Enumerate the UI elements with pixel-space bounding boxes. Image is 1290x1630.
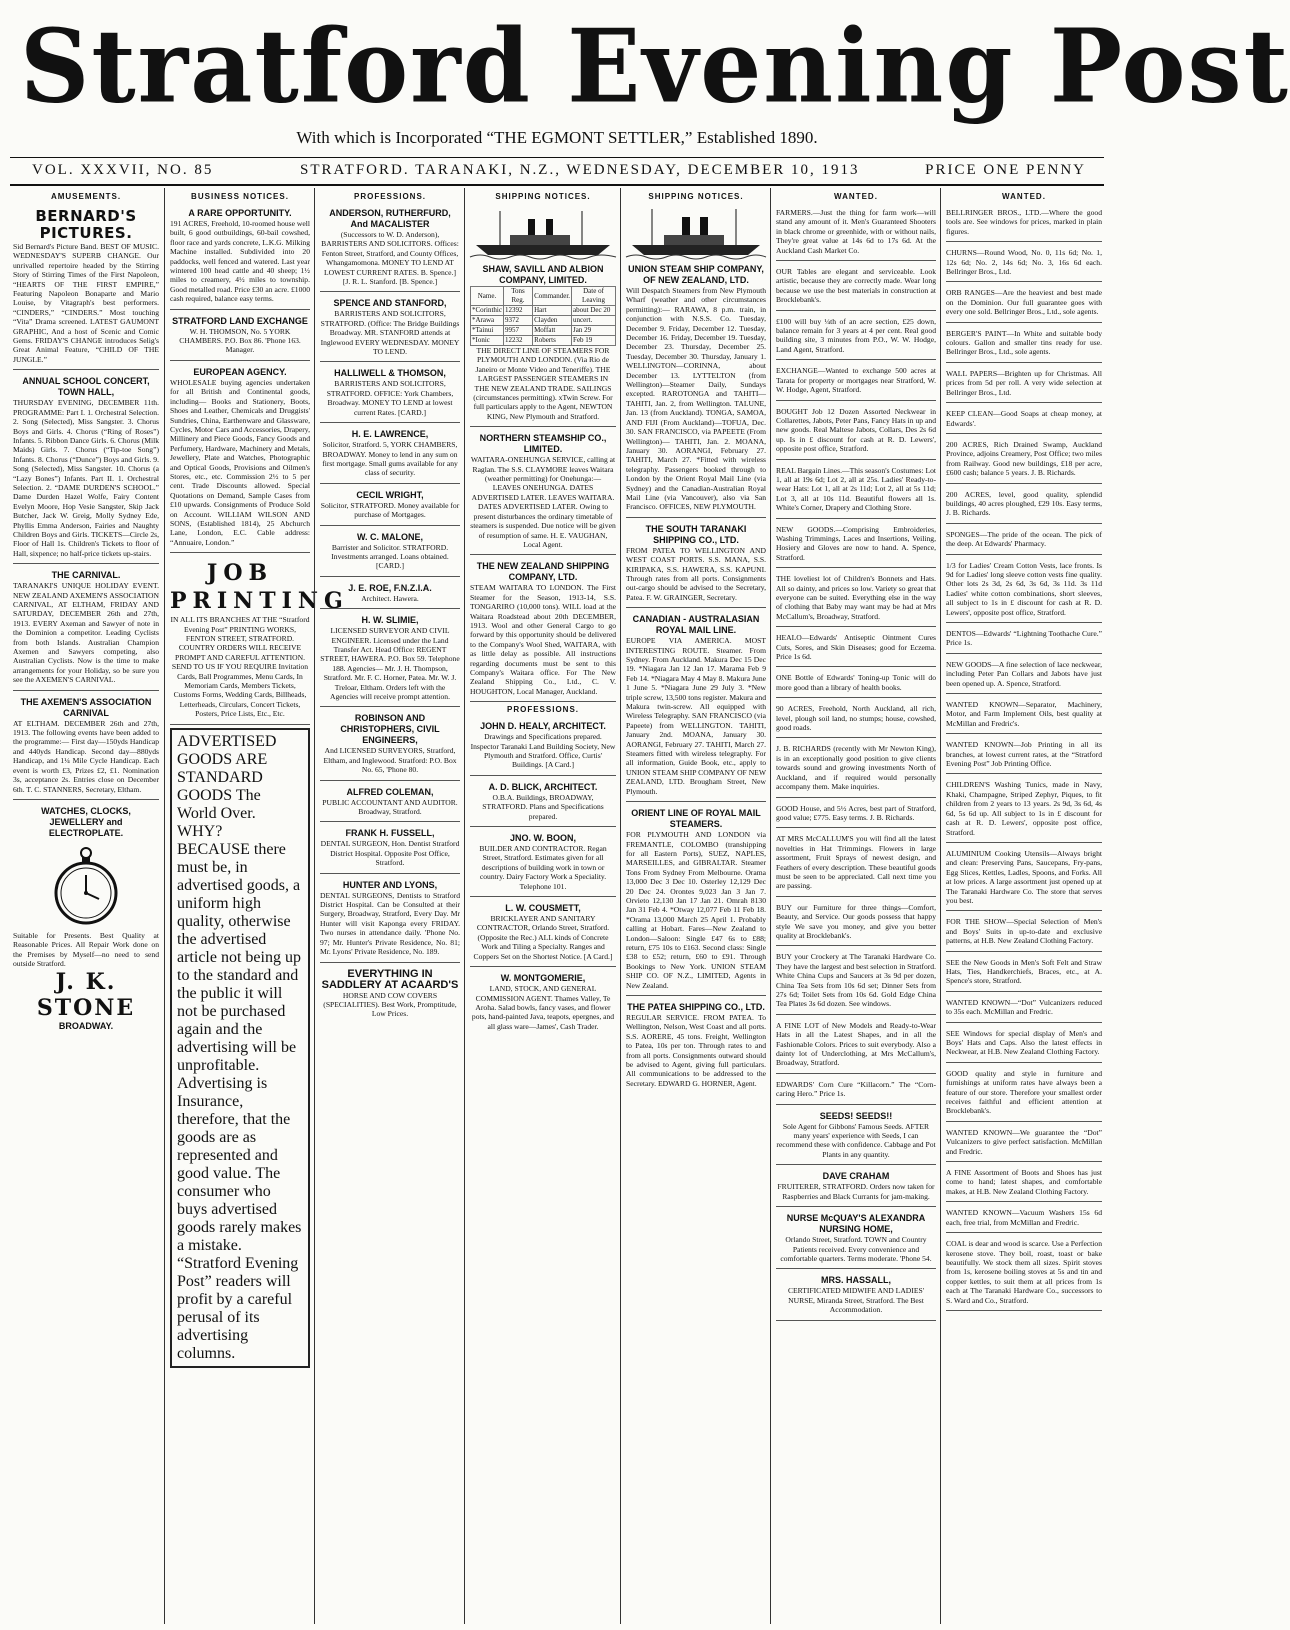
classified-ad bbox=[946, 487, 1102, 524]
ad-body: CERTIFICATED MIDWIFE AND LADIES' NURSE, Miranda Street, Stratford. The Best Accommodation. bbox=[787, 1286, 925, 1315]
ad-body: BARRISTERS AND SOLICITORS, STRATFORD. (Office: The Bridge Buildings Broadway. MR. STANFORD attends at Inglewood EVERY WEDNESDAY. MONEY TO LEND. bbox=[320, 309, 460, 357]
classified-ad bbox=[946, 846, 1102, 911]
ad-body: BUY our Furniture for three things—Comfort, Beauty, and Service. Our goods possess that happy style We save you money, and give you better quality at Brocklebank's. bbox=[776, 902, 936, 940]
ad-canadian-australasian bbox=[626, 611, 766, 802]
ad-body: FARMERS.—Just the thing for farm work—will stand any amount of it. Men's Guaranteed Shooters in black chrome or greenhide, with or without nails, They're great value at 14s 6d to 17s 6d. At the Auckland Cash Market Co. bbox=[776, 208, 936, 255]
dateline bbox=[10, 157, 1104, 186]
ad-heading: L. W. COUSMETT, bbox=[505, 903, 581, 914]
ad-body: CHILDREN'S Washing Tunics, made in Navy, Khaki, Champagne, Striped Zephyr, Piques, to fit children from 2 years to 13 years. 2s 9d, 3s 6d, 4s 6d, 5s 6d up. All subject to 1s in £ discount for cash at R. D. Lewers', opposite post office, Stratford. bbox=[946, 780, 1102, 837]
ad-body: ORB RANGES—Are the heaviest and best made on the Dominion. Our full guarantee goes with every one sold. Bellringer Bros., Ltd., sole agents. bbox=[946, 288, 1102, 317]
column-heading: AMUSEMENTS. bbox=[50, 192, 122, 201]
ad-heading: CANADIAN - AUSTRALASIAN ROYAL MAIL LINE. bbox=[632, 614, 760, 636]
ad-body: BUILDER AND CONTRACTOR. Regan Street, Stratford. Estimates given for all descriptions of building work in town or country. Dairy Factory Work a Speciality. Telephone 101. bbox=[479, 844, 607, 891]
place-and-date: STRATFORD. TARANAKI, N.Z., WEDNESDAY, DECEMBER 10, 1913 bbox=[300, 162, 860, 178]
ad-watches-clocks bbox=[13, 803, 159, 1037]
column-shipping-notices-2 bbox=[620, 188, 771, 1624]
ad-body: THURSDAY EVENING, DECEMBER 11th. PROGRAMME: Part I. 1. Orchestral Selection. 2. Song (Selected), Miss Sangster. 3. Chorus Boys and Girls. 4. Chorus (“Ring of Roses”) Infants. 5. Ribbon Dance Girls. 6. Chorus (Milk Maids) Girls. 7. Chorus (“Tip-toe Song”) Infants. 8. Chorus (“Dunce”) Boys and Girls. 9. Song (Selected), Miss Sangster. 10. Chorus (a “Lazy Bones”) Infants. Part II. 1. Orchestral Selection. 2. “DAME DURDEN'S SCHOOL.” Dame Durden Hazel Wolfe, Fairy Content Evelyn Moore, Hop Vesie Sangster, Skip Jack Butcher, Jack W. Greig, Molly Sydney Ede, Phyllis Emma Anderson, Fairies and Naughty Children Boys and Girls. TICKETS—Circle 2s, Floor of Hall 1s. Children's Tickets to floor of Hall, sixpence; no half-price tickets up-stairs. bbox=[13, 398, 159, 558]
ad-body: DENTAL SURGEON, Hon. Dentist Stratford District Hospital. Opposite Post Office, Stratford. bbox=[320, 839, 460, 868]
column-heading: SHIPPING NOTICES. bbox=[495, 192, 591, 201]
columns bbox=[8, 188, 1106, 1624]
classified-ad bbox=[776, 949, 936, 1014]
ad-body: PUBLIC ACCOUNTANT AND AUDITOR. Broadway, Stratford. bbox=[322, 797, 458, 817]
volume-number: VOL. XXXVII, NO. 85 bbox=[32, 162, 214, 178]
ad-robinson-christophers bbox=[320, 710, 460, 780]
ad-body: EUROPE VIA AMERICA. MOST INTERESTING ROUTE. Steamer. From Sydney. From Auckland. Makura Dec 15 Dec 19. *Niagara Jan 12 Jan 17. Marama Feb 9 Feb 14. *Niagara May 4 May 8. Makura June 1 June 5. *Niagara June 29 July 3. *New triple screw, 13,500 tons register. Makura and Makura twin-screw. All equipped with Wireless Telegraphy. SAN FRANCISCO (via Papeete) from WELLINGTON. TAHITI, January 2nd. MOANA, January 30. AORANGI, February 27. TAHITI, March 27. Steamers fitted with wireless telegraphy. For all information, Guide Book, etc., apply to UNION STEAM SHIP COMPANY OF NEW ZEALAND, LTD. Brougham Street, New Plymouth. bbox=[626, 636, 766, 796]
ad-body: WALL PAPERS—Brighten up for Christmas. All prices from 5d per roll. A very wide selection at Bellringer Bros., Ltd. bbox=[946, 368, 1102, 397]
classified-ad bbox=[776, 463, 936, 519]
ad-body: HEALO—Edwards' Antiseptic Ointment Cures Cuts, Sores, and Skin Diseases; good for Eczema. Price 1s 6d. bbox=[776, 633, 936, 662]
ad-boon bbox=[470, 830, 616, 897]
ad-lawrence bbox=[320, 426, 460, 484]
ad-body: FOR THE SHOW—Special Selection of Men's and Boys' Suits in up-to-date and exclusive patterns, at H.B. New Zealand Clothing Factory. bbox=[946, 917, 1102, 946]
column-heading: WANTED. bbox=[834, 192, 878, 201]
ad-shaw-savill bbox=[470, 261, 616, 427]
ad-body: Barrister and Solicitor. STRATFORD. Investments arranged. Loans obtained. [CARD.] bbox=[331, 542, 449, 571]
ad-body: KEEP CLEAN—Good Soaps at cheap money, at Edwards'. bbox=[946, 409, 1102, 428]
ad-heading: JOB PRINTING bbox=[170, 560, 349, 615]
table-cell: about Dec 20 bbox=[572, 306, 616, 316]
ad-heading: HUNTER AND LYONS, bbox=[342, 879, 438, 890]
classified-ad bbox=[946, 205, 1102, 242]
ad-heading: SHAW, SAVILL AND ALBION COMPANY, LIMITED. bbox=[482, 264, 604, 285]
ad-heading: FRANK H. FUSSELL, bbox=[345, 828, 435, 839]
ad-heading: BERNARD'S PICTURES. bbox=[35, 207, 137, 242]
ad-fussell bbox=[320, 825, 460, 873]
ad-body: 200 ACRES, Rich Drained Swamp, Auckland Province, adjoins Creamery, Post Office; two miles from Railway. Good new buildings, £18 per acre, £600 cash; balance 5 years. J. B. Richards. bbox=[946, 439, 1102, 478]
ad-heading: WATCHES, CLOCKS, JEWELLERY and ELECTROPLATE. bbox=[41, 805, 131, 838]
ad-heading: ROBINSON AND CHRISTOPHERS, CIVIL ENGINEERS, bbox=[340, 713, 440, 746]
ad-body: £100 will buy ¼th of an acre section, £25 down, balance remain for 3 years at 4 per cent. Real good building site, 3 minutes from P.O., W. W. Hodge, Land Agent, Stratford. bbox=[776, 316, 936, 354]
sailings-header: Tons Reg. bbox=[503, 287, 532, 306]
ad-heading: ANDERSON, RUTHERFURD, And MACALISTER bbox=[329, 208, 451, 229]
ad-body: 90 ACRES, Freehold, North Auckland, all rich, level, plough soil land, no stumps; house, cowshed, good roads. bbox=[776, 704, 936, 733]
ad-body: BELLRINGER BROS., LTD.—Where the good tools are. See windows for prices, marked in plain figures. bbox=[946, 208, 1102, 236]
ad-body: LAND, STOCK, AND GENERAL COMMISSION AGENT. Thames Valley, Te Aroha. Salad bowls, fancy vases, and flower pots, hand-painted Java, teapots, epergnes, and all glass ware—James', Cash Trader. bbox=[471, 984, 615, 1031]
ad-heading: THE CARNIVAL. bbox=[51, 570, 121, 581]
classified-ad bbox=[776, 571, 936, 627]
ad-heading: NURSE McQUAY'S ALEXANDRA NURSING HOME, bbox=[786, 1213, 926, 1235]
ad-body: BOUGHT Job 12 Dozen Assorted Neckwear in Collarettes, Jabots, Peter Pans, Fancy Hats in up and new goods. Real Maltese Jabots, Collars, Des 2s 6d up. Is in £ discount for cash at R. D. Lewers', opposite post office, Stratford. bbox=[776, 406, 936, 454]
ad-heading: EVERYTHING IN SADDLERY AT ACAARD'S bbox=[321, 967, 459, 991]
table-row bbox=[471, 326, 616, 336]
ad-body: SEE the New Goods in Men's Soft Felt and Straw Hats, Ties, Handkerchiefs, Braces, etc., at A. Spence's store, Stratford. bbox=[946, 957, 1102, 986]
ad-body: THE loveliest lot of Children's Bonnets and Hats. All so dainty, and prices so low. Variety so great that everyone can be suited. Everything else in the way of clothing that Baby may want may be had at Mrs McCallum's, Broadway, Stratford. bbox=[776, 574, 936, 621]
ad-body: ALUMINIUM Cooking Utensils—Always bright and clean: Preserving Pans, Saucepans, Fry-pans, Egg Slices, Kettles, Ladles, Spoons, and Forks. All at low prices. A large assortment just opened up at The Taranaki Hardware Co. The store that serves you best. bbox=[946, 848, 1102, 905]
classified-ad bbox=[776, 701, 936, 738]
ad-body: REAL Bargain Lines.—This season's Costumes: Lot 1, all at 19s 6d; Lot 2, all at 25s. Ladies' Ready-to-wear Hats: Lot 1, all at 2s 11d; Lot 2, all at 5s 11d; Lot 3, all at 10s 11d. Beautiful flowers all 1s. White's Corner, Drapery and Clothing Store. bbox=[776, 465, 936, 513]
classified-ad bbox=[946, 326, 1102, 363]
ad-body: LICENSED SURVEYOR AND CIVIL ENGINEER. Licensed under the Land Transfer Act. Head Office: REGENT STREET, HAWERA. P.O. Box 59. Telephone 188. Agencies— Mr. J. H. Thompson, Stratford. Mr. F. C. Horner, Patea. Mr. W. J. Treloar, Eltham. Orders left with the Agencies will receive prompt attention. bbox=[320, 626, 460, 701]
ad-malone bbox=[320, 529, 460, 577]
ad-body: STEAM WAITARA TO LONDON. The First Steamer for the Season, 1913-14, S.S. TONGARIRO (10,000 tons). WILL load at the Waitara Roadstead about 20th DECEMBER, 1913. Wool and other General Cargo to go forward by this opportunity should be delivered to the Company's Wool Shed, WAITARA, with as little delay as possible. All instructions regarding documents must be sent to this Company's Waitara office. For The New Zealand Shipping Co., Ltd., C. V. HOUGHTON, Local Manager, Auckland. bbox=[470, 583, 616, 696]
ad-spence-stanford bbox=[320, 295, 460, 362]
ad-heading: NORTHERN STEAMSHIP CO., LIMITED. bbox=[479, 433, 607, 455]
ad-body: COAL is dear and wood is scarce. Use a Perfection kerosene stove. They boil, roast, toast or bake beautifully. We stock them all sizes. Spirit stoves from 1s, kerosene boiling stoves at 5s and tin and copper kettles, to suit them at all prices from 1s each at The Taranaki Hardware Co., successors to S. Ward and Co., Stratford. bbox=[946, 1239, 1102, 1305]
ad-body: BARRISTERS AND SOLICITORS, STRATFORD. OFFICE: York Chambers, Broadway. MONEY TO LEND at lowest current Rates. [CARD.] bbox=[326, 379, 454, 417]
ad-job-printing bbox=[170, 556, 349, 724]
ad-body: THE DIRECT LINE OF STEAMERS FOR PLYMOUTH AND LONDON. (Via Rio de Janeiro or Monte Video and Teneriffe). THE LARGEST PASSENGER STEAMERS IN THE NEW ZEALAND TRADE. SAILINGS (circumstances permitting). xTwin Screw. For full particulars apply to the Agent, NEWTON KING, New Plymouth and Stratford. bbox=[473, 346, 613, 421]
ad-body: Solicitor, STRATFORD. Money available for purchase of Mortgages. bbox=[320, 500, 460, 520]
ad-roe bbox=[320, 580, 460, 609]
sailings-header: Name. bbox=[471, 287, 504, 306]
classified-ad bbox=[776, 741, 936, 797]
ad-address: BROADWAY. bbox=[58, 1020, 114, 1031]
ad-carnival bbox=[13, 567, 159, 690]
ad-heading: THE PATEA SHIPPING CO., LTD. bbox=[627, 1002, 765, 1012]
ad-body: 1/3 for Ladies' Cream Cotton Vests, lace fronts. Is 9d for Ladies' long sleeve cotton vests fine quality. Other lots 2s 3d, 2s 6d, 3s 6d, 3s 11d. 3s 11d Ladies' white cotton combinations, short sleeves, all subject to 1s in £ discount for cash at R. D. Lewers', opposite post office, Stratford. bbox=[946, 560, 1102, 617]
ad-halliwell-thomson bbox=[320, 365, 460, 423]
ad-european-agency bbox=[170, 364, 310, 553]
ad-body: 200 ACRES, level, good quality, splendid buildings, 40 acres ploughed, £29 10s. Easy terms, J. B. Richards. bbox=[946, 489, 1102, 518]
classified-ad bbox=[776, 900, 936, 947]
table-row bbox=[471, 306, 616, 316]
ad-montgomerie bbox=[470, 970, 616, 1036]
ad-coleman bbox=[320, 784, 460, 823]
classified-ad bbox=[946, 1236, 1102, 1311]
classified-ad bbox=[946, 366, 1102, 403]
ad-body: Solicitor, Stratford. 5, YORK CHAMBERS, BROADWAY. Money to lend in any sum on first mortgage. Small gums available for any class of security. bbox=[322, 440, 458, 478]
steamship-icon bbox=[470, 205, 616, 261]
classified-ad bbox=[946, 558, 1102, 623]
table-cell: 9957 bbox=[503, 326, 532, 336]
table-cell: *Corinthic bbox=[472, 306, 502, 314]
ad-body: Architect. Hawera. bbox=[361, 593, 419, 603]
ad-body: DENTAL SURGEONS, Dentists to Stratford District Hospital. Can be Consulted at their Surgery, Broadway, Stratford, Every Day. Mr Hunter will visit Kaponga every FRIDAY. Two nurses in attendance daily. 'Phone No. 97; Mr. Hunter's Private Residence, No. 81; Mr. Lyons' Private Residence, No. 189. bbox=[320, 890, 460, 957]
incorporation-line: With which is Incorporated “THE EGMONT SETTLER,” Established 1890. bbox=[296, 128, 818, 147]
ad-heading: JOHN D. HEALY, ARCHITECT. bbox=[480, 721, 606, 732]
classified-ad bbox=[946, 657, 1102, 694]
classified-ad bbox=[776, 1077, 936, 1105]
ad-heading: A. D. BLICK, ARCHITECT. bbox=[488, 781, 598, 792]
ad-body: WANTED KNOWN—Vacuum Washers 15s 6d each, free trial, from McMillan and Fredric. bbox=[946, 1208, 1102, 1227]
ad-anderson-rutherfurd bbox=[320, 205, 460, 292]
table-row bbox=[471, 316, 616, 326]
ad-body: GOOD quality and style in furniture and furnishings at uniform rates have always been a feature of our store. Therefore your smallest order receives faithful and efficient attention at Brocklebank's. bbox=[946, 1068, 1102, 1116]
ad-school-concert bbox=[13, 373, 159, 564]
ad-body: CHURNS—Round Wood, No. 0, 11s 6d; No. 1, 12s 6d; No. 2, 14s 6d; No. 3, 16s 6d each. Bellringer Bros., Ltd. bbox=[946, 248, 1102, 277]
ad-body: WHOLESALE buying agencies undertaken for all British and Continental goods, including— Books and Stationery, Boots, Shoes and Leather, Chemicals and Druggists' Sundries, China, Earthenware and Glassware, Cycles, Motor Cars and Accessories, Drapery, Millinery and Piece Goods, Fancy Goods and Perfumery, Hardware, Machinery and Metals, Jewellery, Plate and Watches, Photographic and Optical Goods, Provisions and Oilmen's Stores, etc., etc. Commission 2½ to 5 per cent. Trade Discounts allowed. Special Quotations on Demand, Sample Cases from £10 upwards. Consignments of Produce Sold on Account. WILLIAM WILSON AND SONS, (Established 1814), 25 Abchurch Lane, London, E.C. Cable address: “Annuaire, London.” bbox=[170, 377, 310, 547]
ad-axemen-association bbox=[13, 694, 159, 800]
ad-body: WANTED KNOWN—“Dot” Vulcanizers reduced to 35s each. McMillan and Fredric. bbox=[946, 997, 1102, 1017]
ad-heading: ORIENT LINE OF ROYAL MAIL STEAMERS. bbox=[631, 808, 761, 830]
ad-bernards-pictures bbox=[13, 205, 159, 370]
column-wanted-1 bbox=[770, 188, 941, 1624]
classified-ad bbox=[946, 1125, 1102, 1162]
ad-body: (Successors to W. D. Anderson), BARRISTERS AND SOLICITORS. Offices: Fenton Street, Stratford, and County Offices, Whangamomona. MONEY TO LEND AT LOWEST CURRENT RATES. B. Spence.] [J. R. L. Stanford. [B. Spence.] bbox=[321, 230, 459, 287]
classified-ad bbox=[776, 1272, 936, 1320]
classified-ad bbox=[946, 1026, 1102, 1063]
classified-ad bbox=[946, 955, 1102, 992]
table-cell: Moffatt bbox=[533, 326, 572, 336]
ad-orient-line bbox=[626, 805, 766, 996]
classified-ad bbox=[776, 264, 936, 311]
ad-body: O.B.A. Buildings, BROADWAY, STRATFORD. Plans and Specifications prepared. bbox=[482, 792, 604, 821]
ad-body: A FINE Assortment of Boots and Shoes has just come to hand; latest shapes, and comfortable makes, at H.B. New Zealand Clothing Factory. bbox=[946, 1168, 1102, 1196]
column-business-notices bbox=[164, 188, 349, 1624]
ad-body: WAITARA-ONEHUNGA SERVICE, calling at Raglan. The S.S. CLAYMORE leaves Waitara (weather permitting) for Onehunga:— LEAVES ONEHUNGA. DATES ADVERTISED LATER. LEAVES WAITARA. DATES ADVERTISED LATER. Owing to present disturbances the ordinary timetable of steamers is suspended. Due notice will be given of resumption of same. H. E. VAUGHAN, Local Agent. bbox=[470, 455, 616, 549]
section-heading-professions: PROFESSIONS. bbox=[506, 705, 579, 715]
ad-heading: A RARE OPPORTUNITY. bbox=[188, 208, 292, 218]
classified-ad bbox=[946, 1165, 1102, 1202]
ad-body: TARANAKI'S UNIQUE HOLIDAY EVENT. NEW ZEALAND AXEMEN'S ASSOCIATION CARNIVAL, AT ELTHAM, FRIDAY AND SATURDAY, DECEMBER 26th and 27th, 1913. EVERY Axeman and Sawyer of note in the Dominion a competitor. Leading Cyclists from both Islands. Australian Champion Axemen and Sawyers competing, also Australian Cyclists. Now is the time to make arrangements for your Holiday, so be sure you see the AXEMEN'S CARNIVAL. bbox=[13, 581, 159, 685]
ad-heading: SPENCE AND STANFORD, bbox=[333, 298, 447, 309]
ad-heading: UNION STEAM SHIP COMPANY, OF NEW ZEALAND, LTD. bbox=[628, 264, 764, 285]
ad-body: BRICKLAYER AND SANITARY CONTRACTOR, Orlando Street, Stratford. (Opposite the Rec.) ALL kinds of Concrete Work and Tiling a Specialty. Ranges and Coppers Set on the Shortest Notice. [A Card.] bbox=[473, 914, 613, 961]
pocket-watch-icon bbox=[51, 843, 121, 927]
ad-heading: THE NEW ZEALAND SHIPPING COMPANY, LTD. bbox=[476, 561, 610, 583]
ad-heading: DAVE CRAHAM bbox=[822, 1171, 890, 1182]
ad-heading: W. MONTGOMERIE, bbox=[500, 973, 586, 984]
ad-body: EDWARDS' Corn Cure “Killacorn.” The “Corn-caring Hero.” Price 1s. bbox=[776, 1079, 936, 1099]
ad-heading: SEEDS! SEEDS!! bbox=[819, 1110, 893, 1121]
ad-body: SEE Windows for special display of Men's and Boys' Hats and Caps. Also the latest effects in Neckwear, at H.B. New Zealand Clothing Factory. bbox=[946, 1028, 1102, 1057]
ad-body: BERGER'S PAINT—In White and suitable body colours. Gallon and smaller tins ready for use. Bellringer Bros., Ltd., sole agents. bbox=[946, 328, 1102, 357]
classified-ad bbox=[776, 522, 936, 569]
ad-south-taranaki-shipping bbox=[626, 521, 766, 608]
ad-acaards-saddlery bbox=[320, 966, 460, 1024]
column-professions bbox=[314, 188, 465, 1624]
table-cell: *Arawa bbox=[471, 316, 504, 326]
ad-heading: ANNUAL SCHOOL CONCERT, TOWN HALL, bbox=[22, 376, 150, 398]
ad-heading: THE SOUTH TARANAKI SHIPPING CO., LTD. bbox=[645, 523, 747, 545]
column-heading: SHIPPING NOTICES. bbox=[648, 192, 744, 201]
classified-ad bbox=[776, 670, 936, 698]
classified-ad bbox=[946, 245, 1102, 282]
classified-ad bbox=[946, 406, 1102, 434]
ad-body: FROM PATEA TO WELLINGTON AND WEST COAST PORTS. S.S. MANA, S.S. KIRIPAKA, S.S. HAWERA, S.S. KAPUNI. Through rates from all ports. Consignments out-cargo should be advised to the Secretary, Patea. F. W. GRAINGER, Secretary. bbox=[626, 545, 766, 602]
table-cell: *Ionic bbox=[471, 336, 504, 346]
ad-body: Suitable for Presents. Best Quality at Reasonable Prices. All Repair Work done on the Premises by Myself—no need to send outside Stratford. bbox=[13, 930, 159, 969]
ad-heading: CECIL WRIGHT, bbox=[356, 489, 424, 500]
ad-patea-shipping bbox=[626, 999, 766, 1093]
table-row bbox=[471, 336, 616, 346]
classified-ad bbox=[776, 363, 936, 400]
classified-ad bbox=[946, 626, 1102, 654]
ad-body: FRUITERER, STRATFORD. Orders now taken for Raspberries and Black Currants for jam-making. bbox=[777, 1182, 935, 1201]
ad-heading: ADVERTISED GOODS ARE STANDARD GOODS The World Over. WHY? bbox=[177, 732, 277, 840]
ad-body: NEW GOODS.—Comprising Embroideries, Washing Trimmings, Laces and Insertions, Veiling, Hosiery and Gloves are now to hand. A. Spence, Stratford. bbox=[776, 524, 936, 562]
table-cell: Hart bbox=[533, 306, 572, 316]
ad-body: ONE Bottle of Edwards' Toning-up Tonic will do more good than a library of health books. bbox=[776, 673, 936, 692]
ad-body: REGULAR SERVICE. FROM PATEA. To Wellington, Nelson, West Coast and all ports. S.S. AORERE, 45 tons. Freight, Wellington to Patea, 10s per ton. Through rates to and from all ports. Consignments outward should be advised to Agent, giving full particulars. All communications to be addressed to the Secretary. EDWARD G. HORNER, Agent. bbox=[626, 1013, 766, 1088]
ad-healy bbox=[470, 718, 616, 776]
classified-ad bbox=[776, 1210, 936, 1269]
classified-ad bbox=[946, 527, 1102, 555]
ad-body: 191 ACRES, Freehold, 10-roomed house well built, 6 good outbuildings, 60-bail cowshed, floor race and yards concrete, L.K.G. Milking Machine installed. Subdivided into 20 paddocks, well fenced and watered. Last year wintered 100 head cattle and 40 sheep; 1½ miles to creamery, 4½ miles to township. Good metalled road. Price £30 an acre. £1000 cash required, balance easy terms. bbox=[170, 219, 310, 304]
ad-body: BUY your Crockery at The Taranaki Hardware Co. They have the largest and best selection in Stratford. White China Cups and Saucers at 3s 9d per dozen, China Tea Sets from 10s 6d set; Dinner Sets from 27s 6d; Toilet Sets from 10s 6d. Gold Edge China Tea Plates 3s 6d dozen. See windows. bbox=[776, 952, 936, 1009]
ad-heading: JNO. W. BOON, bbox=[509, 833, 576, 844]
classified-ad bbox=[946, 697, 1102, 734]
masthead bbox=[20, 7, 1290, 126]
column-wanted-2 bbox=[940, 188, 1107, 1624]
ad-blick bbox=[470, 779, 616, 827]
ad-body: Sid Bernard's Picture Band. BEST OF MUSIC. WEDNESDAY'S SUPERB CHANGE. Our unrivalled repertoire headed by the Stirring Story of Stirring Times of the First Napoleon, “HEARTS OF THE FIRST EMPIRE,” Featuring Napoleon Bonaparte and Mario Louise, by Vitagraph's best performers. “CINDERS,” “CINDERS.” Most touching “Vita” Drama screened. LATEST GAUMONT GRAPHIC, And a host of Scenic and Comic Gems. FRIDAY'S CHANGE introduces Selig's Great Animal Feature, “CHILD OF THE JUNGLE.” bbox=[13, 242, 159, 364]
ad-heading: STRATFORD LAND EXCHANGE bbox=[172, 315, 308, 326]
sailings-header-row bbox=[471, 287, 616, 306]
ad-heading: W. C. MALONE, bbox=[357, 531, 423, 542]
classified-ad bbox=[946, 1066, 1102, 1122]
classified-ad bbox=[776, 831, 936, 896]
table-cell: Feb 19 bbox=[572, 336, 616, 346]
table-cell: Jan 29 bbox=[572, 326, 616, 336]
table-cell: Roberts bbox=[533, 336, 572, 346]
ad-body: OUR Tables are elegant and serviceable. Look artistic, because they are correctly made. Wear long because we use the best materials in construction at Brocklebank's. bbox=[776, 267, 936, 305]
ad-body: WANTED KNOWN—We guarantee the “Dot” Vulcanizers to give perfect satisfaction. McMillan and Fredric. bbox=[946, 1127, 1102, 1156]
classified-ad bbox=[776, 205, 936, 261]
ad-body: Sole Agent for Gibbons' Famous Seeds. AFTER many years' experience with Seeds, I can recommend these with confidence. Cabbage and Pot Plants in any quantity. bbox=[776, 1121, 936, 1159]
sailings-header: Date of Leaving bbox=[572, 287, 616, 306]
newspaper-title: Stratford Evening Post bbox=[20, 7, 1290, 126]
ad-body: DENTOS—Edwards' “Lightning Toothache Cure.” Price 1s. bbox=[946, 629, 1102, 648]
ad-union-steamship bbox=[626, 261, 766, 518]
ad-body: J. B. RICHARDS (recently with Mr Newton King), is in an exceptionally good position to give clients towards sound and growing investments North of Auckland, and if required would personally accompany them. Make inquiries. bbox=[776, 744, 936, 792]
ad-body: EXCHANGE—Wanted to exchange 500 acres at Tarata for property or mortgages near Stratford, W. W. Hodge, Agent, Stratford. bbox=[776, 366, 936, 395]
ad-body: HORSE AND COW COVERS (SPECIALITIES). Best Work, Promptitude, Low Prices. bbox=[323, 990, 457, 1019]
ad-heading: H. W. SLIMIE, bbox=[361, 615, 419, 626]
column-shipping-notices-1 bbox=[464, 188, 621, 1624]
ad-body: SPONGES—The pride of the ocean. The pick of the deep. At Edwards' Pharmacy. bbox=[946, 529, 1102, 549]
ad-heading: EUROPEAN AGENCY. bbox=[193, 366, 287, 377]
ad-heading: THE AXEMEN'S ASSOCIATION CARNIVAL bbox=[20, 696, 152, 718]
ad-body: Drawings and Specifications prepared. Inspector Taranaki Land Building Society, New Plymouth and Stratford. Office, Curtis' Buildings. [A Card.] bbox=[470, 732, 616, 770]
ad-body: IN ALL ITS BRANCHES AT THE “Stratford Evening Post” PRINTING WORKS, FENTON STREET, STRATFORD. COUNTRY ORDERS WILL RECEIVE PROMPT AND CAREFUL ATTENTION. SEND TO US IF YOU REQUIRE Invitation Cards, Ball Programmes, Menu Cards, In Memoriam Cards, Members Tickets, Customs Forms, Wedding Cards, Billheads, Letterheads, Circulars, Concert Tickets, Posters, Price Lists, Etc., Etc. bbox=[170, 615, 310, 719]
table-cell: 12392 bbox=[503, 306, 532, 316]
classified-ad bbox=[776, 1108, 936, 1166]
price: PRICE ONE PENNY bbox=[925, 162, 1086, 178]
ad-cecil-wright bbox=[320, 487, 460, 526]
classified-ad bbox=[776, 1018, 936, 1074]
classified-ad bbox=[946, 437, 1102, 484]
classified-ad bbox=[946, 995, 1102, 1023]
ad-body: And LICENSED SURVEYORS, Stratford, Eltham, and Inglewood. Stratford: P.O. Box No. 65, 'Phone 80. bbox=[323, 746, 457, 775]
ad-rare-opportunity bbox=[170, 205, 310, 310]
table-cell: 9372 bbox=[503, 316, 532, 326]
ad-body: FOR PLYMOUTH AND LONDON via FREMANTLE, COLOMBO (transhipping for all Eastern Ports), SUEZ, NAPLES, MARSEILLES, and GIBRALTAR. Steamer Tons From Sydney From Melbourne. Orama 13,000 Dec 3 Dec 10. Osterley 12,129 Dec 20 Dec 24. Orontes 9,023 Jan 3 Jan 7. Orvieto 12,130 Jan 17 Jan 21. Omrah 8130 Jan 31 Feb 4. *Otway 12,077 Feb 11 Feb 18. *Orama 13,000 March 25 April 1. Probably calling at Hobart. Fares—New Zealand to London—Saloon: Single £47 6s to £88; return, £75 10s to £163. Second class: Single £38 to £52; return, £60 to £91. Through Bookings to New York. UNION STEAM SHIP CO. OF N.Z., LIMITED, Agents in New Zealand. bbox=[626, 830, 766, 990]
ad-body: WANTED KNOWN—Separator, Machinery, Motor, and Farm Implement Oils, best quality at McMillan and Fredric's. bbox=[946, 700, 1102, 728]
ad-signature: J. K. STONE bbox=[36, 968, 136, 1021]
ad-hunter-lyons bbox=[320, 877, 460, 963]
ad-body: W. H. THOMSON, No. 5 YORK CHAMBERS. P.O. Box 86. 'Phone 163. Manager. bbox=[179, 326, 301, 355]
ad-body: WANTED KNOWN—Job Printing in all its branches, at lowest current rates, at the “Stratford Evening Post” Job Printing Office. bbox=[946, 740, 1102, 769]
ad-body: Will Despatch Steamers from New Plymouth Wharf (weather and other circumstances permitting):— RARAWA, 8 p.m. train, in conjunction with N.S.S. Co. Tuesday, December 9. Friday, December 12. Tuesday, December 16. Friday, December 19. Tuesday, December 23. Thursday, December 25. Tuesday, December 30. Thursday, January 1. WELLINGTON—CORINNA, about December 13. LYTTELTON (from Wellington)—Steamer Daily, Sundays excepted. RAROTONGA and TAHITI—TAHITI, Jan. 2, from Wellington. TALUNE, Jan. 13 (from Auckland). TONGA, SAMOA, AND FIJI (From Auckland)—TOFUA, Dec. 30. SAN FRANCISCO, via PAPEETE (From Wellington)— TAHITI, Jan. 2. MOANA, January 30. AORANGI, February 27. TAHITI, March 27. *Fitted with wireless telegraphy. Passengers booked through to London by the Orient Royal Mail Line (via Sydney) and the Canadian-Australian Royal Mail Line (via Vancouver), also via San Francisco. OFFICES, NEW PLYMOUTH. bbox=[626, 286, 766, 512]
ad-body: GOOD House, and 5½ Acres, best part of Stratford, good value; £775. Easy terms. J. B. Richards. bbox=[776, 803, 936, 822]
ad-body: BECAUSE there must be, in advertised goods, a uniform high quality, otherwise the advertised article not being up to the standard and the public it will not be purchased again and the advertising will be unprofitable. Advertising is Insurance, therefore, that the goods are as represented and good value. The consumer who buys advertised goods rarely makes a mistake. “Stratford Evening Post” readers will profit by a careful perusal of its advertising columns. bbox=[177, 840, 302, 1362]
ad-body: NEW GOODS—A fine selection of lace neckwear, including Peter Pan Collars and Jabots have just been opened up. A. Spence, Stratford. bbox=[946, 659, 1102, 688]
ad-heading: J. E. ROE, F.N.Z.I.A. bbox=[348, 582, 432, 593]
classified-ad bbox=[776, 314, 936, 361]
column-amusements bbox=[8, 188, 164, 1624]
table-cell: *Tainui bbox=[471, 326, 504, 336]
table-cell: uncert. bbox=[572, 316, 616, 326]
ad-body: AT MRS McCALLUM'S you will find all the latest novelties in Hat Trimmings. Flowers in large assortment, Fruit Sprays of newest design, and Feathers of every description. These beautiful goods must be seen to be appreciated. Call next time you are passing. bbox=[776, 834, 936, 891]
column-heading: PROFESSIONS. bbox=[353, 192, 426, 201]
ad-nz-shipping bbox=[470, 558, 616, 702]
ad-body: AT ELTHAM. DECEMBER 26th and 27th, 1913. The following events have been added to the programme:— First day—150yds Handicap and 440yds Handicap. Second day—880yds Handicap, and 1¼ Mile Cycle Handicap. Each event is worth £3, Prizes £2, £1. Nomination 3s, acceptance 2s. Entries close on December 6th. T. C. STANNERS, Secretary, Eltham. bbox=[13, 718, 159, 794]
classified-ad bbox=[946, 285, 1102, 322]
column-heading: BUSINESS NOTICES. bbox=[191, 192, 289, 201]
ad-northern-steamship bbox=[470, 430, 616, 555]
table-cell: Clayden bbox=[533, 316, 572, 326]
classified-ad bbox=[776, 1168, 936, 1207]
classified-ad bbox=[946, 737, 1102, 774]
ad-body: A FINE LOT of New Models and Ready-to-Wear Hats in all the Latest Shapes, and in all the Fashionable Colors. Prices to suit everybody. Also a dainty lot of Underclothing, at Mrs McCallum's, Broadway, Stratford. bbox=[776, 1020, 936, 1068]
ad-body: Orlando Street, Stratford. TOWN and Country Patients received. Every convenience and comfortable quarters. Terms moderate. 'Phone 54. bbox=[780, 1235, 932, 1263]
ad-land-exchange bbox=[170, 313, 310, 361]
ad-cousmett bbox=[470, 900, 616, 967]
classified-ad bbox=[776, 404, 936, 460]
classified-ad bbox=[946, 1205, 1102, 1233]
classified-ad bbox=[946, 777, 1102, 842]
classified-ad bbox=[776, 801, 936, 829]
column-heading: WANTED. bbox=[1002, 192, 1046, 201]
classified-ad bbox=[776, 630, 936, 667]
table-cell: 12232 bbox=[503, 336, 532, 346]
sailings-table bbox=[470, 286, 616, 346]
classified-ad bbox=[946, 914, 1102, 951]
ad-heading: ALFRED COLEMAN, bbox=[346, 786, 434, 797]
ad-advertised-goods bbox=[170, 728, 310, 1368]
ad-heading: HALLIWELL & THOMSON, bbox=[334, 368, 446, 379]
ad-heading: H. E. LAWRENCE, bbox=[351, 429, 429, 440]
ad-heading: MRS. HASSALL, bbox=[820, 1275, 891, 1286]
ad-slimie bbox=[320, 612, 460, 707]
sailings-header: Commander. bbox=[533, 287, 572, 306]
steamship-icon bbox=[626, 205, 766, 261]
